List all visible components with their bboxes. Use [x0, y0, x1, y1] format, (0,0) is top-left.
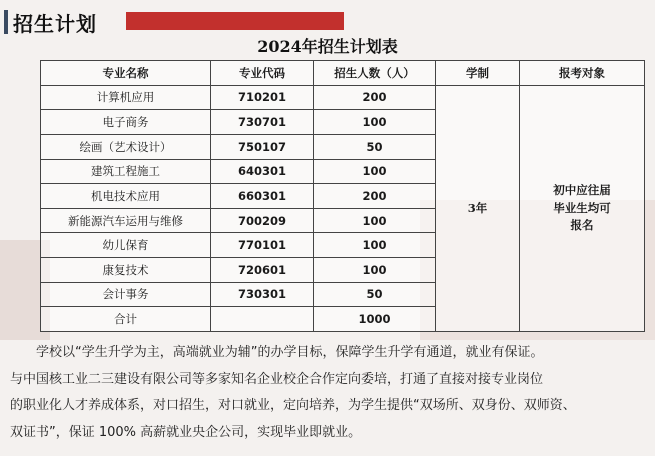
header-target: 报考对象	[520, 61, 645, 86]
cell-major-code: 640301	[211, 159, 314, 184]
header-schooling: 学制	[436, 61, 520, 86]
cell-major-code: 770101	[211, 233, 314, 258]
cell-major-code: 660301	[211, 184, 314, 209]
header-major-code: 专业代码	[211, 61, 314, 86]
cell-enrollment-count: 100	[314, 208, 436, 233]
section-title: 招生计划	[13, 11, 97, 36]
cell-major-code: 720601	[211, 258, 314, 283]
cell-enrollment-count: 100	[314, 159, 436, 184]
table-row	[41, 85, 645, 110]
header-enrollment-count: 招生人数（人）	[314, 61, 436, 86]
cell-enrollment-count: 50	[314, 282, 436, 307]
paragraph-line: 双证书”，保证 100% 高薪就业央企公司，实现毕业即就业。	[10, 424, 362, 440]
cell-major-code: 710201	[211, 85, 314, 110]
header-accent-bar	[4, 10, 8, 34]
total-spacer	[211, 307, 314, 332]
paragraph-line: 的职业化人才养成体系，对口招生，对口就业，定向培养，为学生提供“双场所、双身份、双师资、	[10, 398, 576, 413]
target-line: 初中应往届	[553, 183, 611, 198]
section-header	[4, 8, 97, 36]
cell-target	[520, 85, 645, 331]
cell-major-name: 电子商务	[41, 110, 211, 135]
cell-major-name: 幼儿保育	[41, 233, 211, 258]
target-line: 报名	[570, 217, 594, 232]
enrollment-plan-table	[40, 60, 645, 332]
paragraph-line: 与中国核工业二三建设有限公司等多家知名企业校企合作定向委培，打通了直接对接专业岗位	[10, 371, 544, 387]
cell-major-name: 会计事务	[41, 282, 211, 307]
table-header-row	[41, 61, 645, 86]
cell-enrollment-count: 50	[314, 134, 436, 159]
cell-major-code: 730301	[211, 282, 314, 307]
header-red-stripe	[126, 12, 344, 30]
target-line: 毕业生均可	[553, 200, 611, 215]
cell-major-code: 730701	[211, 110, 314, 135]
paragraph-line: 学校以“学生升学为主，高端就业为辅”的办学目标，保障学生升学有通道，就业有保证。	[36, 345, 544, 360]
cell-enrollment-count: 100	[314, 110, 436, 135]
cell-major-name: 计算机应用	[41, 85, 211, 110]
cell-major-name: 建筑工程施工	[41, 159, 211, 184]
total-value: 1000	[314, 307, 436, 332]
cell-major-code: 750107	[211, 134, 314, 159]
cell-enrollment-count: 200	[314, 85, 436, 110]
description-paragraph	[10, 340, 650, 446]
table-title: 2024年招生计划表	[257, 37, 398, 56]
cell-schooling: 3年	[436, 85, 520, 331]
header-major-name: 专业名称	[41, 61, 211, 86]
cell-major-name: 康复技术	[41, 258, 211, 283]
cell-major-name: 绘画（艺术设计）	[41, 134, 211, 159]
cell-enrollment-count: 200	[314, 184, 436, 209]
cell-major-name: 机电技术应用	[41, 184, 211, 209]
cell-major-name: 新能源汽车运用与维修	[41, 208, 211, 233]
cell-enrollment-count: 100	[314, 258, 436, 283]
total-label: 合计	[41, 307, 211, 332]
cell-major-code: 700209	[211, 208, 314, 233]
cell-enrollment-count: 100	[314, 233, 436, 258]
